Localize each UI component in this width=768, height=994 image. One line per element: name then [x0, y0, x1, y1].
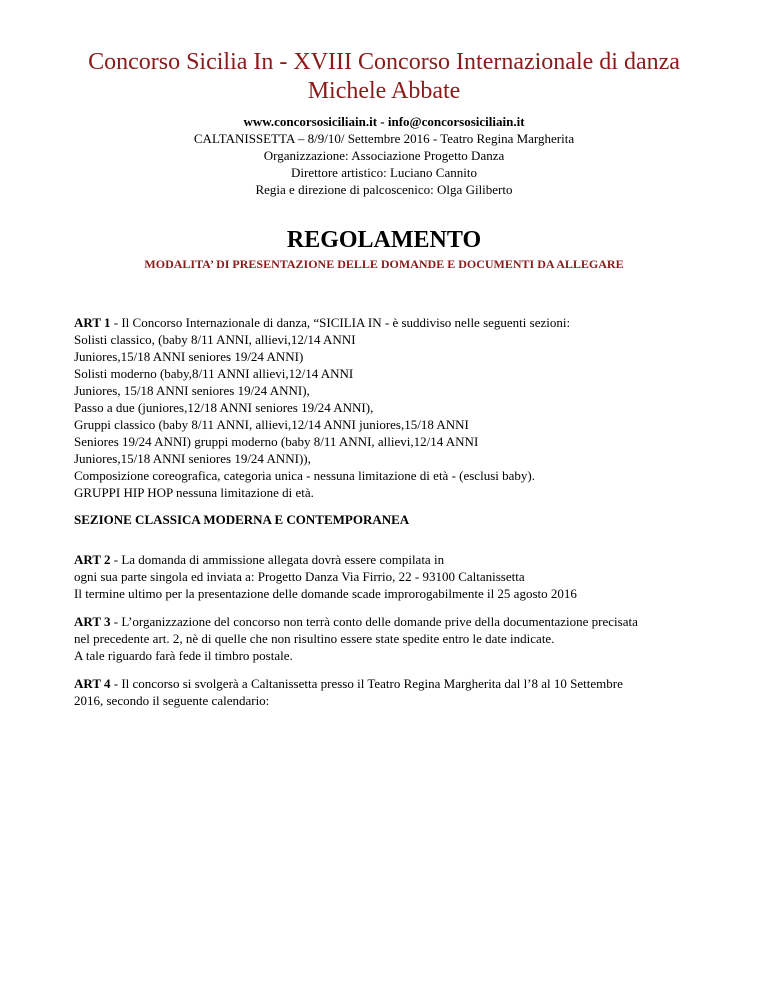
article-1 — [74, 314, 714, 501]
article-2-line: ogni sua parte singola ed inviata a: Progetto Danza Via Firrio, 22 - 93100 Caltanissetta — [74, 569, 525, 584]
article-1-line: Passo a due (juniores,12/18 ANNI seniores 19/24 ANNI), — [74, 400, 374, 415]
artistic-director: Direttore artistico: Luciano Cannito — [291, 165, 477, 180]
location-date: CALTANISSETTA – 8/9/10/ Settembre 2016 - Teatro Regina Margherita — [193, 131, 575, 146]
article-1-line: Composizione coreografica, categoria unica - nessuna limitazione di età - (esclusi baby). — [74, 468, 535, 483]
article-4-intro: - Il concorso si svolgerà a Caltanissetta presso il Teatro Regina Margherita dal l’8 al 10 Settembre — [110, 676, 623, 691]
article-2 — [74, 551, 714, 602]
article-4-label: ART 4 — [74, 676, 111, 691]
article-4-first-line — [74, 675, 714, 692]
article-2-first-line — [74, 551, 714, 568]
section-heading: SEZIONE CLASSICA MODERNA E CONTEMPORANEA — [74, 512, 410, 527]
title-line-1: Concorso Sicilia In - XVIII Concorso Internazionale di danza — [88, 49, 680, 75]
article-4 — [74, 675, 714, 709]
title-line-2: Michele Abbate — [307, 78, 461, 104]
article-1-line: Gruppi classico (baby 8/11 ANNI, allievi,12/14 ANNI juniores,15/18 ANNI — [74, 417, 469, 432]
organization: Organizzazione: Associazione Progetto Danza — [263, 148, 505, 163]
article-3-line: nel precedente art. 2, nè di quelle che non risultino essere state spedite entro le date indicate. — [74, 631, 555, 646]
article-1-line: Seniores 19/24 ANNI) gruppi moderno (baby 8/11 ANNI, allievi,12/14 ANNI — [74, 434, 479, 449]
article-3-first-line — [74, 613, 714, 630]
article-3 — [74, 613, 714, 664]
article-3-label: ART 3 — [74, 614, 111, 629]
document-header — [60, 48, 708, 198]
article-1-line: Solisti classico, (baby 8/11 ANNI, allievi,12/14 ANNI — [74, 332, 356, 347]
article-3-line: A tale riguardo farà fede il timbro postale. — [74, 648, 293, 663]
web-contacts: www.concorsosiciliain.it - info@concorsosiciliain.it — [243, 114, 525, 129]
regolamento-subtitle: MODALITA’ DI PRESENTAZIONE DELLE DOMANDE E DOCUMENTI DA ALLEGARE — [144, 257, 624, 271]
competition-title — [60, 48, 708, 106]
article-1-line: Juniores,15/18 ANNI seniores 19/24 ANNI)), — [74, 451, 311, 466]
article-3-intro: - L’organizzazione del concorso non terrà conto delle domande prive della documentazione precisata — [110, 614, 638, 629]
regolamento-title: REGOLAMENTO — [286, 227, 482, 253]
article-4-line: 2016, secondo il seguente calendario: — [74, 693, 270, 708]
article-2-intro: - La domanda di ammissione allegata dovrà essere compilata in — [110, 552, 445, 567]
article-1-line: Solisti moderno (baby,8/11 ANNI allievi,12/14 ANNI — [74, 366, 354, 381]
article-1-line: Juniores, 15/18 ANNI seniores 19/24 ANNI), — [74, 383, 310, 398]
article-2-line: Il termine ultimo per la presentazione delle domande scade improrogabilmente il 25 agosto 2016 — [74, 586, 577, 601]
article-1-label: ART 1 — [74, 315, 111, 330]
article-1-first-line — [74, 314, 714, 331]
stage-direction: Regia e direzione di palcoscenico: Olga Giliberto — [255, 182, 513, 197]
article-1-line: GRUPPI HIP HOP nessuna limitazione di età. — [74, 485, 314, 500]
article-1-line: Juniores,15/18 ANNI seniores 19/24 ANNI) — [74, 349, 304, 364]
article-1-intro: - Il Concorso Internazionale di danza, “SICILIA IN - è suddiviso nelle seguenti sezioni: — [110, 315, 571, 330]
article-2-label: ART 2 — [74, 552, 111, 567]
